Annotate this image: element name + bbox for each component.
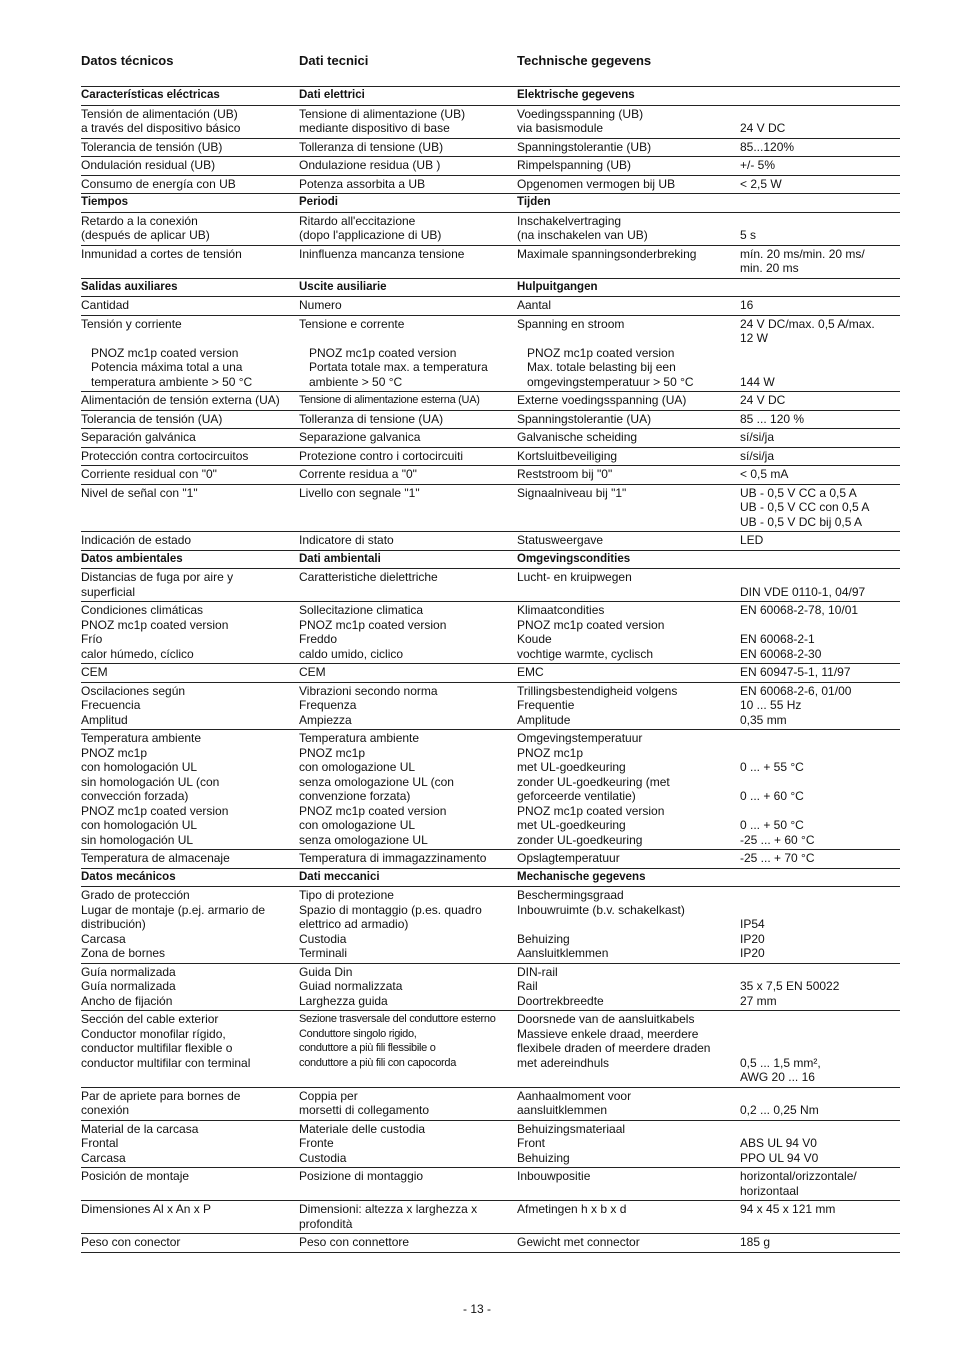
value-cell <box>740 550 900 569</box>
dutch-cell: Aanhaalmoment voor aansluitklemmen <box>517 1087 740 1120</box>
spanish-cell: Material de la carcasa Frontal Carcasa <box>81 1120 299 1168</box>
dutch-cell: Omgevingstemperatuur PNOZ mc1p met UL-goedkeuring zonder UL-goedkeuring (met geforceerde ventilatie) PNOZ mc1p coated version met UL-goedkeuring zonder UL-goedkeuring <box>517 730 740 850</box>
table-row <box>81 850 900 869</box>
spanish-cell: Características eléctricas <box>81 87 299 106</box>
table-row <box>81 429 900 448</box>
italian-cell: Caratteristiche dielettriche <box>299 569 517 602</box>
spanish-cell: Tolerancia de tensión (UA) <box>81 410 299 429</box>
table-row <box>81 1087 900 1120</box>
spanish-cell: Protección contra cortocircuitos <box>81 447 299 466</box>
dutch-cell: Spanning en stroom PNOZ mc1p coated version Max. totale belasting bij een omgevingstemperatuur > 50 °C <box>517 315 740 392</box>
spanish-cell: Grado de protección Lugar de montaje (p.ej. armario de distribución) Carcasa Zona de bornes <box>81 887 299 964</box>
value-cell: +/- 5% <box>740 157 900 176</box>
value-cell: 94 x 45 x 121 mm <box>740 1201 900 1234</box>
dutch-cell: Rimpelspanning (UB) <box>517 157 740 176</box>
spanish-cell: Datos ambientales <box>81 550 299 569</box>
spanish-cell: Temperatura ambiente PNOZ mc1p con homologación UL sin homologación UL (con convección forzada) PNOZ mc1p coated version con homologación UL sin homologación UL <box>81 730 299 850</box>
dutch-cell: Lucht- en kruipwegen <box>517 569 740 602</box>
italian-cell: Ondulazione residua (UB ) <box>299 157 517 176</box>
dutch-cell: Gewicht met connector <box>517 1234 740 1253</box>
italian-cell: Vibrazioni secondo norma Frequenza Ampiezza <box>299 682 517 730</box>
spanish-cell: Consumo de energía con UB <box>81 175 299 194</box>
italian-cell: Protezione contro i cortocircuiti <box>299 447 517 466</box>
section-row <box>81 550 900 569</box>
value-cell: < 0,5 mA <box>740 466 900 485</box>
dutch-cell: Doorsnede van de aansluitkabels Massieve enkele draad, meerdere flexibele draden of meerdere draden met adereindhuls <box>517 1011 740 1088</box>
italian-cell: Potenza assorbita a UB <box>299 175 517 194</box>
value-cell: 5 s <box>740 212 900 245</box>
italian-cell: Dati ambientali <box>299 550 517 569</box>
table-row <box>81 1234 900 1253</box>
dutch-cell: Kortsluitbeveiliging <box>517 447 740 466</box>
table-row <box>81 175 900 194</box>
spanish-cell: Peso con conector <box>81 1234 299 1253</box>
table-row <box>81 1201 900 1234</box>
dutch-cell: Trillingsbestendigheid volgens Frequentie Amplitude <box>517 682 740 730</box>
italian-cell: Sollecitazione climatica PNOZ mc1p coated version Freddo caldo umido, ciclico <box>299 602 517 664</box>
italian-cell: Tensione di alimentazione esterna (UA) <box>299 392 517 411</box>
spanish-cell: CEM <box>81 664 299 683</box>
italian-cell: Indicatore di stato <box>299 532 517 551</box>
value-cell: 0,2 ... 0,25 Nm <box>740 1087 900 1120</box>
technical-data-page <box>81 52 900 1253</box>
spanish-cell: Sección del cable exterior Conductor monofilar rígido, conductor multifilar flexible o conductor multifilar con terminal <box>81 1011 299 1088</box>
column-headers <box>81 52 900 86</box>
dutch-cell: Externe voedingsspanning (UA) <box>517 392 740 411</box>
dutch-cell: Opgenomen vermogen bij UB <box>517 175 740 194</box>
italian-cell: Dati elettrici <box>299 87 517 106</box>
spanish-cell: Nivel de señal con "1" <box>81 484 299 532</box>
italian-cell: Materiale delle custodia Fronte Custodia <box>299 1120 517 1168</box>
section-row <box>81 194 900 213</box>
section-row <box>81 868 900 887</box>
table-row <box>81 447 900 466</box>
spanish-cell: Posición de montaje <box>81 1168 299 1201</box>
dutch-cell: Galvanische scheiding <box>517 429 740 448</box>
value-cell: -25 ... + 70 °C <box>740 850 900 869</box>
dutch-cell: Reststroom bij "0" <box>517 466 740 485</box>
header-italian: Dati tecnici <box>299 53 369 68</box>
italian-cell: Coppia per morsetti di collegamento <box>299 1087 517 1120</box>
spanish-cell: Ondulación residual (UB) <box>81 157 299 176</box>
table-row <box>81 682 900 730</box>
value-cell: UB - 0,5 V CC a 0,5 A UB - 0,5 V CC con 0,5 A UB - 0,5 V DC bij 0,5 A <box>740 484 900 532</box>
value-cell: 35 x 7,5 EN 50022 27 mm <box>740 963 900 1011</box>
italian-cell: Periodi <box>299 194 517 213</box>
technical-data-table <box>81 86 900 1253</box>
table-row <box>81 466 900 485</box>
value-cell: sí/si/ja <box>740 429 900 448</box>
value-cell: LED <box>740 532 900 551</box>
table-row <box>81 664 900 683</box>
dutch-cell: Hulpuitgangen <box>517 278 740 297</box>
spanish-cell: Cantidad <box>81 297 299 316</box>
value-cell: 85 ... 120 % <box>740 410 900 429</box>
dutch-cell: Spanningstolerantie (UB) <box>517 138 740 157</box>
spanish-cell: Tensión de alimentación (UB) a través del dispositivo básico <box>81 105 299 138</box>
dutch-cell: Mechanische gegevens <box>517 868 740 887</box>
italian-cell: Tensione di alimentazione (UB) mediante dispositivo di base <box>299 105 517 138</box>
spanish-cell: Alimentación de tensión externa (UA) <box>81 392 299 411</box>
value-cell: EN 60947-5-1, 11/97 <box>740 664 900 683</box>
value-cell: 24 V DC <box>740 392 900 411</box>
dutch-cell: Tijden <box>517 194 740 213</box>
value-cell: 0,5 ... 1,5 mm², AWG 20 ... 16 <box>740 1011 900 1088</box>
spanish-cell: Separación galvánica <box>81 429 299 448</box>
page-number: - 13 - <box>462 1302 491 1316</box>
section-row <box>81 87 900 106</box>
table-row <box>81 157 900 176</box>
dutch-cell: Voedingsspanning (UB) via basismodule <box>517 105 740 138</box>
value-cell <box>740 868 900 887</box>
value-cell: ABS UL 94 V0 PPO UL 94 V0 <box>740 1120 900 1168</box>
italian-cell: Temperatura ambiente PNOZ mc1p con omologazione UL senza omologazione UL (con convenzione forzata) PNOZ mc1p coated version con omologazione UL senza omologazione UL <box>299 730 517 850</box>
italian-cell: Ritardo all'eccitazione (dopo l'applicazione di UB) <box>299 212 517 245</box>
table-row <box>81 392 900 411</box>
table-row <box>81 410 900 429</box>
value-cell: < 2,5 W <box>740 175 900 194</box>
dutch-cell: Inschakelvertraging (na inschakelen van UB) <box>517 212 740 245</box>
italian-cell: Numero <box>299 297 517 316</box>
italian-cell: Peso con connettore <box>299 1234 517 1253</box>
value-cell: 24 V DC/max. 0,5 A/max. 12 W 144 W <box>740 315 900 392</box>
dutch-cell: Afmetingen h x b x d <box>517 1201 740 1234</box>
italian-cell: Tipo di protezione Spazio di montaggio (p.es. quadro elettrico ad armadio) Custodia Terminali <box>299 887 517 964</box>
italian-cell: CEM <box>299 664 517 683</box>
spanish-cell: Distancias de fuga por aire y superficial <box>81 569 299 602</box>
value-cell: EN 60068-2-6, 01/00 10 ... 55 Hz 0,35 mm <box>740 682 900 730</box>
spanish-cell: Indicación de estado <box>81 532 299 551</box>
value-cell: IP54 IP20 IP20 <box>740 887 900 964</box>
table-row <box>81 887 900 964</box>
section-row <box>81 278 900 297</box>
spanish-cell: Salidas auxiliares <box>81 278 299 297</box>
italian-cell: Ininfluenza mancanza tensione <box>299 245 517 278</box>
spanish-cell: Tensión y corriente PNOZ mc1p coated version Potencia máxima total a una temperatura ambiente > 50 °C <box>81 315 299 392</box>
dutch-cell: Beschermingsgraad Inbouwruimte (b.v. schakelkast) Behuizing Aansluitklemmen <box>517 887 740 964</box>
value-cell <box>740 278 900 297</box>
dutch-cell: Maximale spanningsonderbreking <box>517 245 740 278</box>
italian-cell: Uscite ausiliarie <box>299 278 517 297</box>
value-cell: horizontal/orizzontale/ horizontaal <box>740 1168 900 1201</box>
italian-cell: Tolleranza di tensione (UA) <box>299 410 517 429</box>
italian-cell: Temperatura di immagazzinamento <box>299 850 517 869</box>
spanish-cell: Datos mecánicos <box>81 868 299 887</box>
spanish-cell: Condiciones climáticas PNOZ mc1p coated version Frío calor húmedo, cíclico <box>81 602 299 664</box>
table-row <box>81 1011 900 1088</box>
value-cell: 0 ... + 55 °C 0 ... + 60 °C 0 ... + 50 °C -25 ... + 60 °C <box>740 730 900 850</box>
spanish-cell: Retardo a la conexión (después de aplicar UB) <box>81 212 299 245</box>
italian-cell: Sezione trasversale del conduttore esterno Conduttore singolo rigido, conduttore a più fili flessibile o conduttore a più fili con capocorda <box>299 1011 517 1088</box>
table-row <box>81 1168 900 1201</box>
table-row <box>81 602 900 664</box>
table-row <box>81 297 900 316</box>
table-row <box>81 484 900 532</box>
spanish-cell: Inmunidad a cortes de tensión <box>81 245 299 278</box>
value-cell: EN 60068-2-78, 10/01 EN 60068-2-1 EN 60068-2-30 <box>740 602 900 664</box>
table-row <box>81 730 900 850</box>
table-row <box>81 212 900 245</box>
table-row <box>81 532 900 551</box>
dutch-cell: Klimaatcondities PNOZ mc1p coated version Koude vochtige warmte, cyclisch <box>517 602 740 664</box>
value-cell <box>740 194 900 213</box>
italian-cell: Livello con segnale "1" <box>299 484 517 532</box>
dutch-cell: Statusweergave <box>517 532 740 551</box>
italian-cell: Corrente residua a "0" <box>299 466 517 485</box>
table-row <box>81 315 900 392</box>
spanish-cell: Oscilaciones según Frecuencia Amplitud <box>81 682 299 730</box>
header-dutch: Technische gegevens <box>517 53 652 68</box>
italian-cell: Dimensioni: altezza x larghezza x profondità <box>299 1201 517 1234</box>
spanish-cell: Par de apriete para bornes de conexión <box>81 1087 299 1120</box>
spanish-cell: Dimensiones Al x An x P <box>81 1201 299 1234</box>
table-row <box>81 569 900 602</box>
dutch-cell: Inbouwpositie <box>517 1168 740 1201</box>
value-cell: DIN VDE 0110-1, 04/97 <box>740 569 900 602</box>
dutch-cell: DIN-rail Rail Doortrekbreedte <box>517 963 740 1011</box>
spanish-cell: Tiempos <box>81 194 299 213</box>
table-row <box>81 245 900 278</box>
dutch-cell: Aantal <box>517 297 740 316</box>
header-spanish: Datos técnicos <box>81 53 174 68</box>
spanish-cell: Guía normalizada Guía normalizada Ancho de fijación <box>81 963 299 1011</box>
value-cell: 16 <box>740 297 900 316</box>
value-cell: mín. 20 ms/min. 20 ms/ min. 20 ms <box>740 245 900 278</box>
spanish-cell: Corriente residual con "0" <box>81 466 299 485</box>
value-cell: sí/si/ja <box>740 447 900 466</box>
italian-cell: Posizione di montaggio <box>299 1168 517 1201</box>
value-cell: 24 V DC <box>740 105 900 138</box>
spanish-cell: Tolerancia de tensión (UB) <box>81 138 299 157</box>
italian-cell: Dati meccanici <box>299 868 517 887</box>
dutch-cell: EMC <box>517 664 740 683</box>
table-row <box>81 1120 900 1168</box>
italian-cell: Separazione galvanica <box>299 429 517 448</box>
dutch-cell: Spanningstolerantie (UA) <box>517 410 740 429</box>
spanish-cell: Temperatura de almacenaje <box>81 850 299 869</box>
italian-cell: Guida Din Guiad normalizzata Larghezza guida <box>299 963 517 1011</box>
table-row <box>81 138 900 157</box>
table-row <box>81 963 900 1011</box>
dutch-cell: Behuizingsmateriaal Front Behuizing <box>517 1120 740 1168</box>
value-cell: 185 g <box>740 1234 900 1253</box>
dutch-cell: Signaalniveau bij "1" <box>517 484 740 532</box>
value-cell: 85...120% <box>740 138 900 157</box>
value-cell <box>740 87 900 106</box>
dutch-cell: Opslagtemperatuur <box>517 850 740 869</box>
italian-cell: Tensione e corrente PNOZ mc1p coated version Portata totale max. a temperatura ambiente > 50 °C <box>299 315 517 392</box>
dutch-cell: Elektrische gegevens <box>517 87 740 106</box>
dutch-cell: Omgevingscondities <box>517 550 740 569</box>
table-row <box>81 105 900 138</box>
italian-cell: Tolleranza di tensione (UB) <box>299 138 517 157</box>
